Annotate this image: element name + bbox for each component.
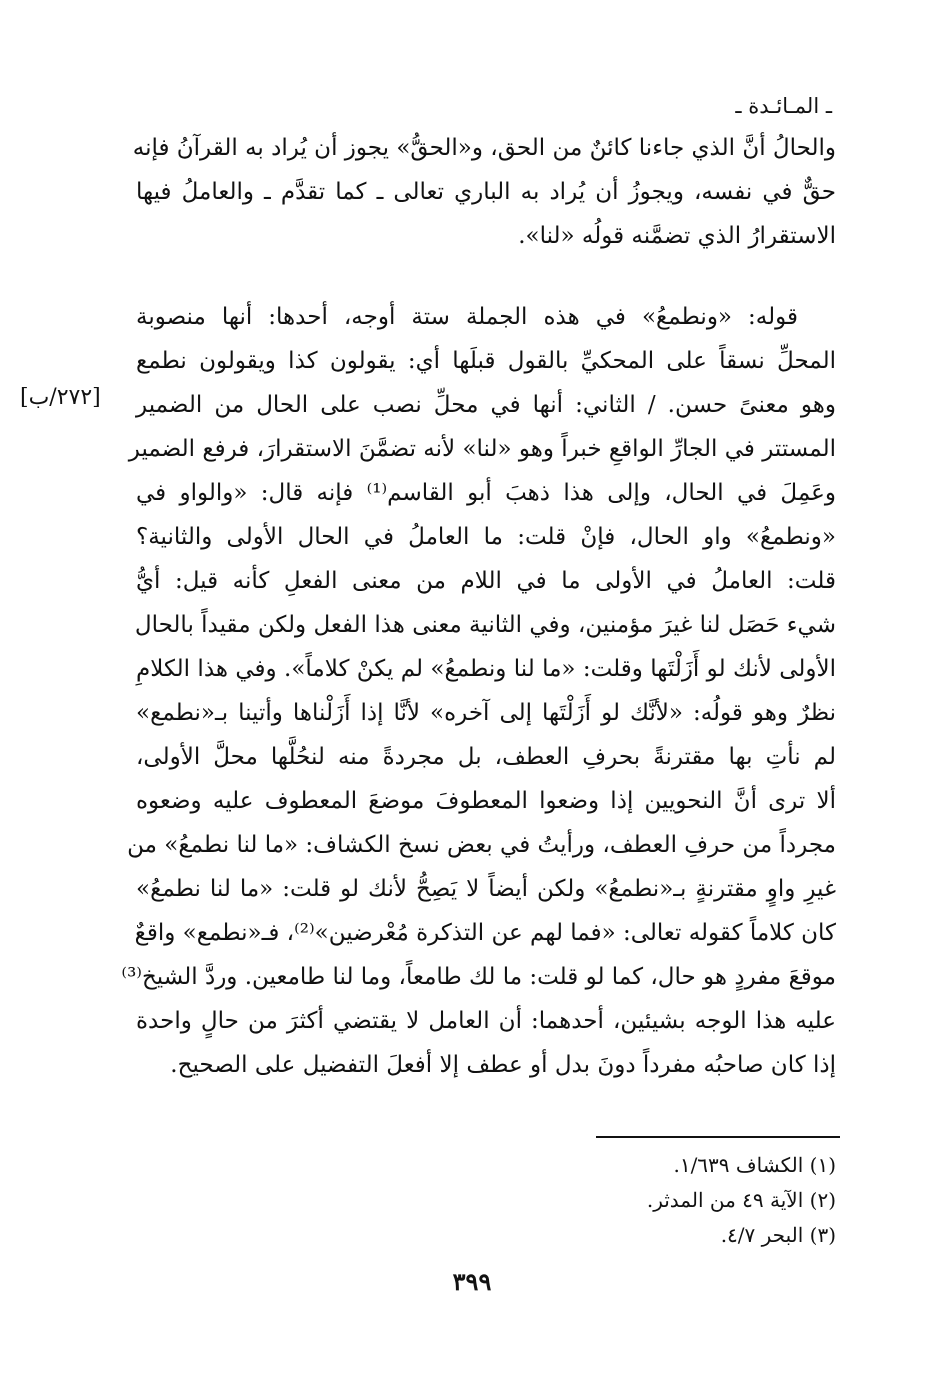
text-line: مجرداً من حرفِ العطف، ورأيتُ في بعض نسخ الكشاف: «ما لنا نطمعُ» من [127, 832, 836, 858]
paragraph-gap [136, 258, 836, 295]
text-line: وعَمِلَ في الحال، وإلى هذا ذهبَ أبو القاسم⁽¹⁾ فإنه قال: «والواو في [136, 480, 836, 506]
text-line: ألا ترى أنَّ النحويين إذا وضعوا المعطوفَ موضعَ المعطوف عليه وضعوه [136, 788, 836, 814]
running-title: ـ المـائـدة ـ [735, 94, 832, 118]
text-line: نظرٌ وهو قولُه: «لأنَّك لو أَزَلْتَها إلى آخره» لأنَّا إذا أَزَلْناها وأتينا بـ«نطمع» [136, 700, 836, 726]
footnote: (٢) الآية ٤٩ من المدثر. [646, 1188, 836, 1212]
text-line: قوله: «ونطمعُ» في هذه الجملة ستة أوجه، أحدها: أنها منصوبة [136, 304, 798, 330]
text-line: قلت: العاملُ في الأولى ما في اللام من معنى الفعلِ كأنه قيل: أيُّ [136, 568, 836, 594]
running-header [632, 92, 832, 120]
text-line: وهو معنىً حسن. / الثاني: أنها في محلِّ نصب على الحال من الضمير [136, 392, 836, 418]
footnote: (٣) البحر ٤/٧. [720, 1223, 836, 1247]
margin-folio-reference: [٢٧٢/ب] [20, 385, 101, 410]
text-line: شيء حَصَل لنا غيرَ مؤمنين، وفي الثانية معنى هذا الفعل ولكن مقيداً بالحال [134, 612, 836, 638]
text-line: إذا كان صاحبُه مفرداً دونَ بدل أو عطف إلا أفعلَ التفضيل على الصحيح. [170, 1052, 836, 1078]
text-line: كان كلاماً كقوله تعالى: «فما لهم عن التذكرة مُعْرضين»⁽²⁾، فـ«نطمع» واقعٌ [134, 920, 836, 946]
footnote-separator [596, 1136, 840, 1138]
footnotes [336, 1148, 836, 1253]
text-line: «ونطمعُ» واو الحال، فإنْ قلت: ما العاملُ في الحال الأولى والثانية؟ [136, 524, 836, 550]
text-line: غيرِ واوٍ مقترنةٍ بـ«نطمعُ» ولكن أيضاً لا يَصِحُّ لأنك لو قلت: «ما لنا نطمعُ» [136, 876, 836, 902]
text-line: المستتر في الجارِّ الواقعِ خبراً وهو «لنا» لأنه تضمَّنَ الاستقرارَ، فرفع الضمير [128, 436, 836, 462]
text-line: عليه هذا الوجه بشيئين، أحدهما: أن العامل لا يقتضي أكثرَ من حالٍ واحدة [136, 1008, 836, 1034]
text-line: المحلِّ نسقاً على المحكيِّ بالقول قبلَها أي: يقولون كذا ويقولون نطمع [136, 348, 836, 374]
page-number: ٣٩٩ [452, 1267, 492, 1296]
text-line: لم نأتِ بها مقترنةً بحرفِ العطف، بل مجردةً منه لنحُلَّها محلَّ الأولى، [136, 744, 836, 770]
footnote: (١) الكشاف ١/٦٣٩. [673, 1153, 836, 1177]
text-line: حقٌّ في نفسه، ويجوزُ أن يُراد به الباري تعالى ـ كما تقدَّم ـ والعاملُ فيها [136, 179, 836, 205]
text-line: موقعَ مفردٍ هو حال، كما لو قلت: ما لك طامعاً، وما لنا طامعين. وردَّ الشيخ⁽³⁾ [121, 964, 836, 990]
text-line: الاستقرارُ الذي تضمَّنه قولُه «لنا». [518, 223, 836, 249]
main-text [121, 126, 836, 1087]
text-line: الأولى لأنك لو أَزَلْتَها وقلت: «ما لنا ونطمعُ» لم يكنْ كلاماً». وفي هذا الكلامِ [136, 656, 836, 682]
text-line: والحالُ أنَّ الذي جاءنا كائنٌ من الحق، و«الحقُّ» يجوز أن يُراد به القرآنُ فإنه [132, 135, 836, 161]
